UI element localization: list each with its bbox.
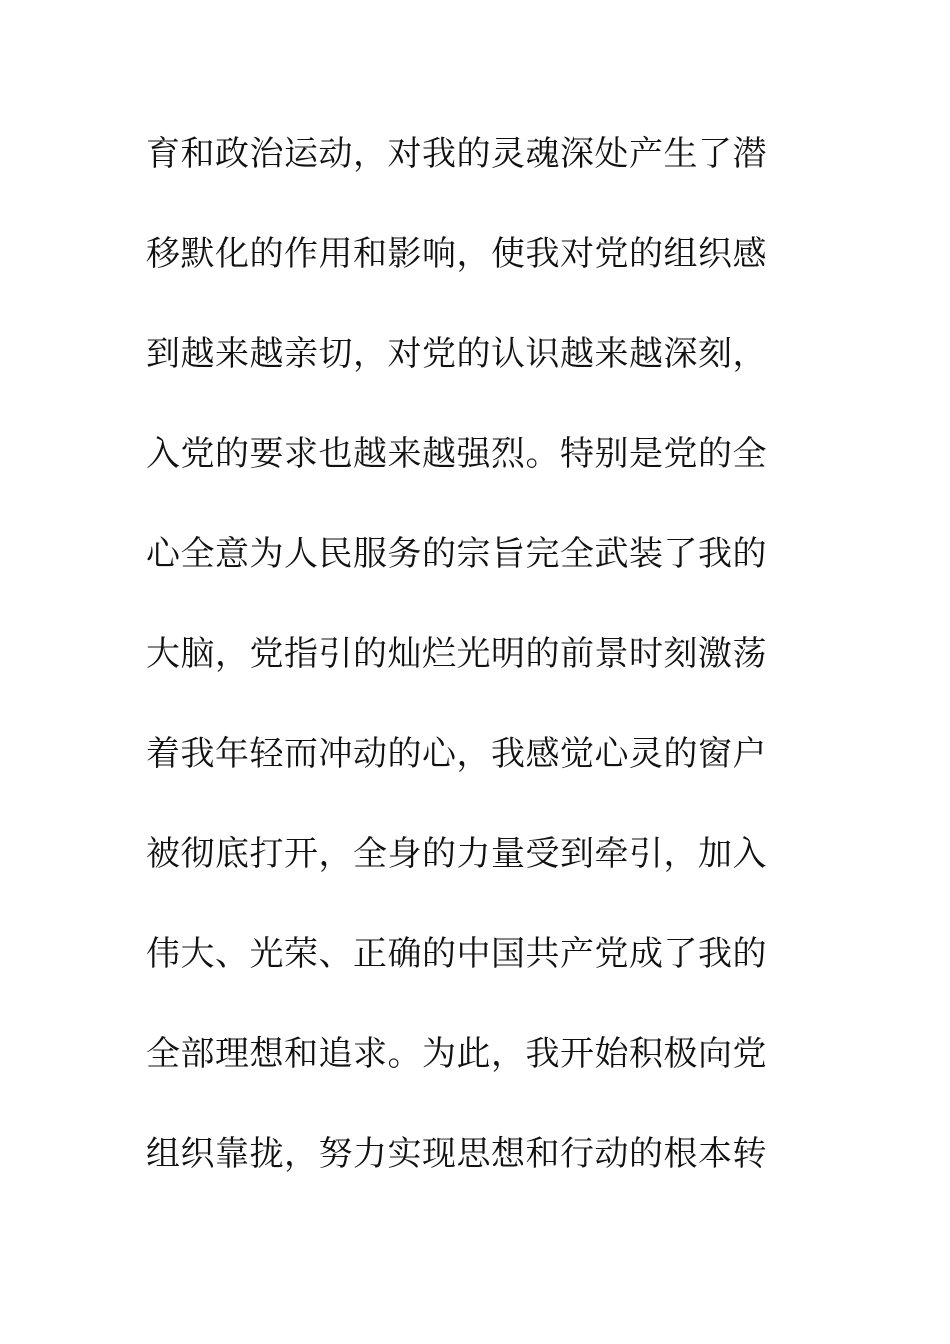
text-line: 组织靠拢，努力实现思想和行动的根本转 [146, 1134, 767, 1174]
body-text [146, 128, 786, 1228]
text-line: 入党的要求也越来越强烈。特别是党的全 [146, 434, 767, 474]
text-line: 伟大、光荣、正确的中国共产党成了我的 [146, 934, 767, 974]
text-line: 着我年轻而冲动的心，我感觉心灵的窗户 [146, 734, 767, 774]
text-line: 被彻底打开，全身的力量受到牵引，加入 [146, 834, 767, 874]
text-line: 到越来越亲切，对党的认识越来越深刻， [146, 334, 767, 374]
text-line: 移默化的作用和影响，使我对党的组织感 [146, 234, 767, 274]
text-line: 大脑，党指引的灿烂光明的前景时刻激荡 [146, 634, 767, 674]
text-line: 育和政治运动，对我的灵魂深处产生了潜 [146, 134, 767, 174]
text-line: 心全意为人民服务的宗旨完全武装了我的 [146, 534, 767, 574]
text-line: 全部理想和追求。为此，我开始积极向党 [146, 1034, 767, 1074]
